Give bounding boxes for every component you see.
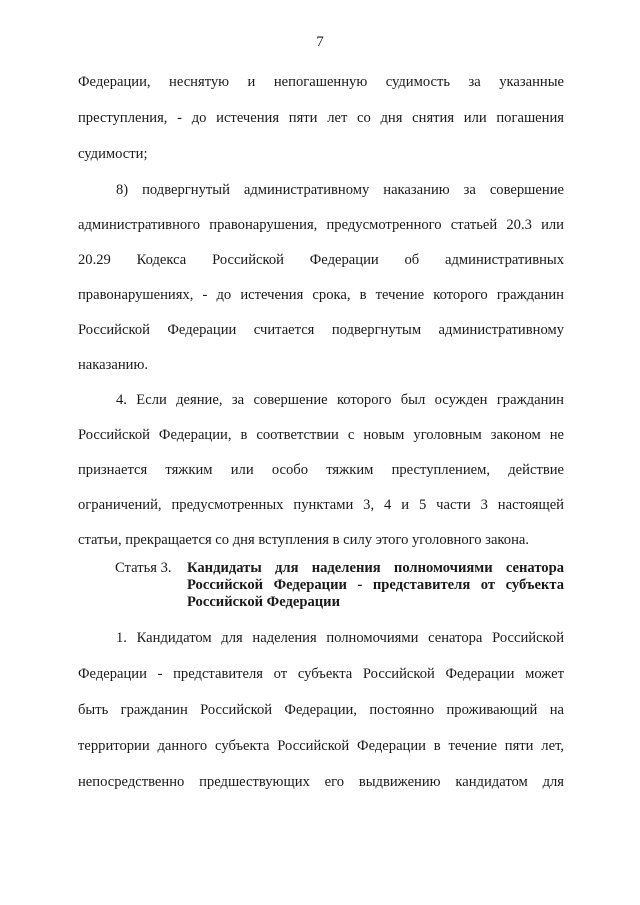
- paragraph-line: непосредственно предшествующих его выдвижению кандидатом для: [78, 774, 564, 790]
- paragraph-line: 1. Кандидатом для наделения полномочиями сенатора Российской: [116, 630, 564, 646]
- paragraph-line: Федерации, неснятую и непогашенную судимость за указанные: [78, 74, 564, 90]
- paragraph-line: административного правонарушения, предусмотренного статьей 20.3 или: [78, 217, 564, 233]
- article-title-line: Российской Федерации: [187, 594, 340, 610]
- paragraph-line: 8) подвергнутый административному наказанию за совершение: [116, 182, 564, 198]
- article-title-line: Кандидаты для наделения полномочиями сенатора: [187, 560, 564, 576]
- paragraph-line: признается тяжким или особо тяжким преступлением, действие: [78, 462, 564, 478]
- paragraph-line: Российской Федерации считается подвергнутым административному: [78, 322, 564, 338]
- paragraph-line: правонарушениях, - до истечения срока, в течение которого гражданин: [78, 287, 564, 303]
- paragraph-line: ограничений, предусмотренных пунктами 3, 4 и 5 части 3 настоящей: [78, 497, 564, 513]
- paragraph-line: наказанию.: [78, 357, 149, 373]
- article-title-line: Российской Федерации - представителя от субъекта: [187, 577, 564, 593]
- paragraph-line: преступления, - до истечения пяти лет со дня снятия или погашения: [78, 110, 564, 126]
- paragraph-line: Российской Федерации, в соответствии с новым уголовным законом не: [78, 427, 564, 443]
- paragraph-line: 20.29 Кодекса Российской Федерации об административных: [78, 252, 564, 268]
- paragraph-line: территории данного субъекта Российской Федерации в течение пяти лет,: [78, 738, 564, 754]
- paragraph-line: быть гражданин Российской Федерации, постоянно проживающий на: [78, 702, 564, 718]
- paragraph-line: Федерации - представителя от субъекта Российской Федерации может: [78, 666, 564, 682]
- page-number: 7: [316, 34, 324, 50]
- paragraph-line: статьи, прекращается со дня вступления в силу этого уголовного закона.: [78, 532, 530, 548]
- paragraph-line: 4. Если деяние, за совершение которого был осужден гражданин: [116, 392, 564, 408]
- article-title: [187, 560, 564, 611]
- article-label: Статья 3.: [115, 560, 172, 576]
- paragraph-line: судимости;: [78, 146, 148, 162]
